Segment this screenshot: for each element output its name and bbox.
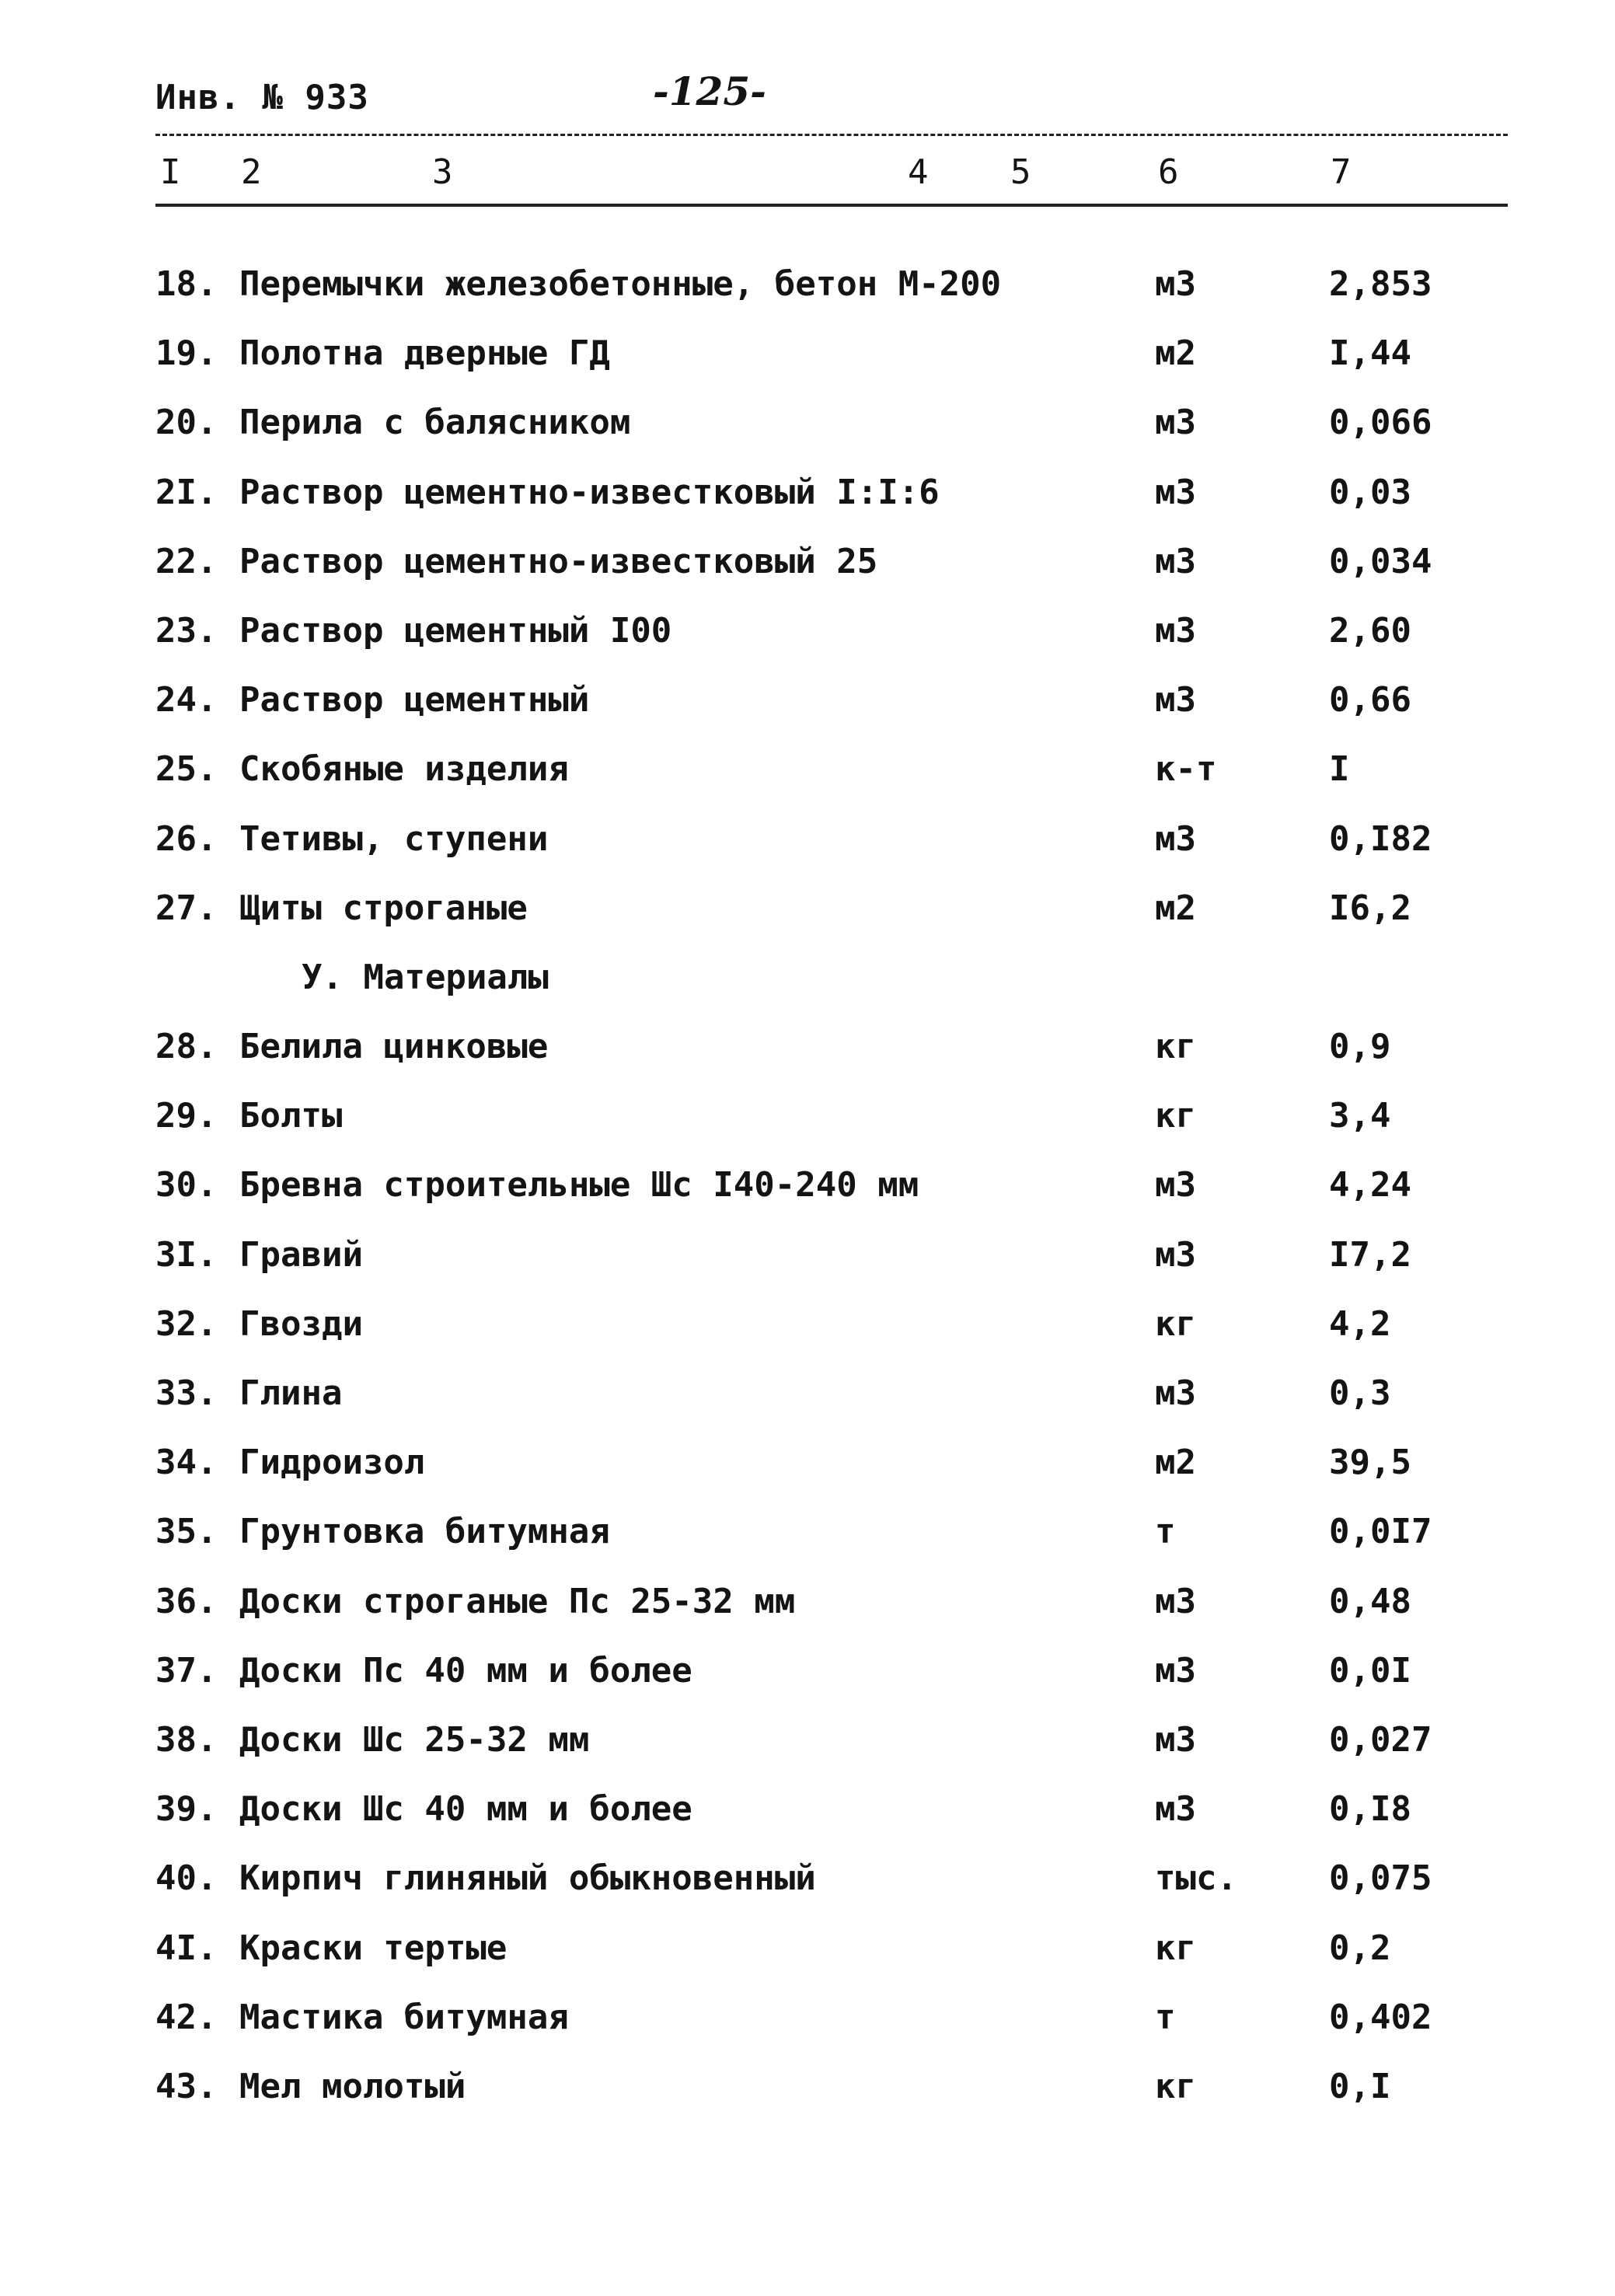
item-quantity: I [1329,749,1350,790]
column-number-3: 3 [432,152,453,192]
table-row [0,1443,1615,1512]
item-quantity: 0,402 [1329,1997,1432,2037]
table-row [0,749,1615,818]
item-unit: м3 [1155,264,1196,304]
table-row [0,888,1615,958]
row-number: 22. [155,541,218,581]
row-number: 37. [155,1650,218,1691]
row-number: 36. [155,1581,218,1621]
item-quantity: 0,066 [1329,403,1432,443]
item-unit: кг [1155,2066,1196,2106]
row-number: 42. [155,1997,218,2037]
table-row [0,1928,1615,1998]
item-unit: м3 [1155,472,1196,512]
item-name: Щиты строганые [239,888,528,928]
section-title: У. Материалы [302,957,549,997]
item-quantity: 0,0I [1329,1650,1411,1691]
column-number-7: 7 [1331,152,1352,192]
item-unit: м3 [1155,1789,1196,1830]
item-quantity: 0,0I7 [1329,1512,1432,1552]
row-number: 40. [155,1858,218,1899]
item-name: Бревна строительные Шс I40-240 мм [239,1165,919,1206]
item-unit: м3 [1155,541,1196,581]
item-quantity: I6,2 [1329,888,1411,928]
item-name: Полотна дверные ГД [239,333,610,374]
table-row [0,819,1615,888]
row-number: 43. [155,2066,218,2106]
item-unit: м3 [1155,680,1196,721]
table-row [0,1998,1615,2067]
row-number: 34. [155,1443,218,1483]
row-number: 33. [155,1373,218,1413]
table-row [0,1582,1615,1651]
table-row [0,473,1615,542]
item-quantity: 4,2 [1329,1303,1391,1344]
item-unit: т [1155,1997,1176,2037]
item-name: Тетивы, ступени [239,818,549,859]
materials-list [0,264,1615,2136]
row-number: 28. [155,1027,218,1067]
item-quantity: 2,853 [1329,264,1432,304]
table-row [0,1512,1615,1581]
item-name: Гидроизол [239,1443,425,1483]
item-quantity: 0,027 [1329,1719,1432,1760]
item-unit: к-т [1155,749,1217,790]
table-row [0,1165,1615,1234]
item-unit: м2 [1155,333,1196,374]
item-unit: м3 [1155,1234,1196,1275]
item-unit: кг [1155,1096,1196,1136]
item-unit: м2 [1155,888,1196,928]
item-quantity: 0,075 [1329,1858,1432,1899]
row-number: 18. [155,264,218,304]
item-name: Доски Пс 40 мм и более [239,1650,692,1691]
item-name: Гвозди [239,1303,363,1344]
row-number: 29. [155,1096,218,1136]
row-number: 38. [155,1719,218,1760]
item-unit: м3 [1155,1373,1196,1413]
table-row [0,1235,1615,1304]
table-row [0,611,1615,680]
item-unit: т [1155,1512,1176,1552]
item-name: Мастика битумная [239,1997,569,2037]
item-name: Доски Шс 25-32 мм [239,1719,590,1760]
table-row [0,2067,1615,2136]
item-name: Грунтовка битумная [239,1512,610,1552]
column-number-5: 5 [1010,152,1031,192]
item-unit: м2 [1155,1443,1196,1483]
table-row [0,1304,1615,1373]
item-quantity: I,44 [1329,333,1411,374]
item-name: Белила цинковые [239,1027,549,1067]
table-row [0,1720,1615,1789]
item-unit: м3 [1155,1165,1196,1206]
item-unit: кг [1155,1027,1196,1067]
item-unit: м3 [1155,403,1196,443]
item-unit: тыс. [1155,1858,1237,1899]
item-name: Доски Шс 40 мм и более [239,1789,692,1830]
item-name: Болты [239,1096,343,1136]
row-number: 26. [155,818,218,859]
page-number: -125- [653,68,766,114]
item-unit: м3 [1155,1650,1196,1691]
item-quantity: 2,60 [1329,610,1411,651]
item-unit: м3 [1155,610,1196,651]
item-name: Краски тертые [239,1928,508,1968]
item-name: Глина [239,1373,343,1413]
item-quantity: 0,03 [1329,472,1411,512]
table-row [0,1373,1615,1443]
row-number: 20. [155,403,218,443]
item-quantity: 0,9 [1329,1027,1391,1067]
table-row [0,1027,1615,1096]
column-number-6: 6 [1158,152,1179,192]
item-name: Раствор цементно-известковый I:I:6 [239,472,940,512]
item-quantity: 0,I8 [1329,1789,1411,1830]
row-number: 35. [155,1512,218,1552]
section-heading-row [0,958,1615,1027]
item-name: Гравий [239,1234,363,1275]
item-quantity: 0,48 [1329,1581,1411,1621]
item-unit: м3 [1155,818,1196,859]
table-row [0,403,1615,472]
column-number-2: 2 [241,152,262,192]
row-number: 39. [155,1789,218,1830]
item-quantity: 0,I [1329,2066,1391,2106]
row-number: 19. [155,333,218,374]
table-row [0,1858,1615,1928]
row-number: 3I. [155,1234,218,1275]
table-row [0,1651,1615,1720]
inventory-number: Инв. № 933 [155,78,369,117]
row-number: 2I. [155,472,218,512]
table-row [0,680,1615,749]
table-row [0,264,1615,333]
item-quantity: I7,2 [1329,1234,1411,1275]
item-unit: м3 [1155,1719,1196,1760]
item-quantity: 0,2 [1329,1928,1391,1968]
item-name: Раствор цементный [239,680,590,721]
row-number: 32. [155,1303,218,1344]
header-rule-top [155,134,1508,136]
item-unit: кг [1155,1928,1196,1968]
column-number-4: 4 [908,152,929,192]
row-number: 25. [155,749,218,790]
column-number-1: I [160,152,181,192]
row-number: 4I. [155,1928,218,1968]
item-name: Раствор цементный I00 [239,610,672,651]
item-name: Мел молотый [239,2066,466,2106]
item-quantity: 0,034 [1329,541,1432,581]
item-name: Раствор цементно-известковый 25 [239,541,878,581]
item-quantity: 0,66 [1329,680,1411,721]
item-name: Скобяные изделия [239,749,569,790]
row-number: 24. [155,680,218,721]
table-row [0,1789,1615,1858]
item-name: Кирпич глиняный обыкновенный [239,1858,816,1899]
item-name: Перила с балясником [239,403,631,443]
item-unit: м3 [1155,1581,1196,1621]
row-number: 23. [155,610,218,651]
header-rule-bottom [155,204,1508,207]
item-quantity: 39,5 [1329,1443,1411,1483]
row-number: 27. [155,888,218,928]
item-unit: кг [1155,1303,1196,1344]
item-quantity: 0,3 [1329,1373,1391,1413]
table-row [0,542,1615,611]
item-quantity: 0,I82 [1329,818,1432,859]
table-row [0,333,1615,403]
column-numbers [0,152,1615,199]
row-number: 30. [155,1165,218,1206]
item-name: Доски строганые Пс 25-32 мм [239,1581,796,1621]
item-quantity: 4,24 [1329,1165,1411,1206]
table-row [0,1096,1615,1165]
item-name: Перемычки железобетонные, бетон М-200 [239,264,1002,304]
item-quantity: 3,4 [1329,1096,1391,1136]
